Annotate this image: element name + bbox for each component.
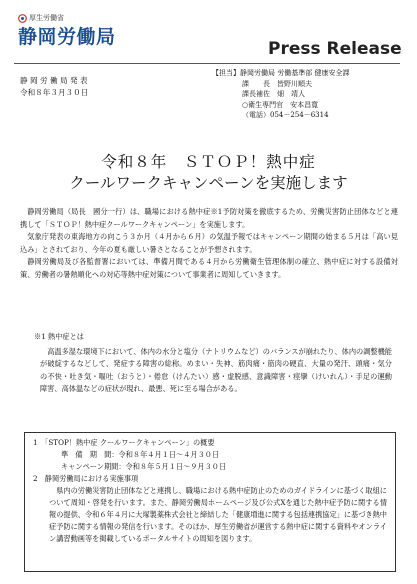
ministry-name: 厚生労働省 (29, 14, 64, 22)
contact-officer: ○衛生専門官 安本昌寛 (242, 100, 319, 109)
contact-deputy: 課長補佐 畑 靖人 (242, 90, 305, 98)
header-divider (14, 63, 400, 64)
issue-block (20, 75, 88, 98)
contact-phone: （電話）054－254－6314 (242, 111, 329, 119)
title-line-1: 令和８年 ＳＴＯＰ！熱中症 (101, 153, 316, 171)
paragraph-3: 静岡労働局及び各監督署においては、準備月間である４月から労働衛生管理体制の確立、熱中症に対する設備対策、労働者の暑熱順化への対応等熱中症対策について事業者に周知していきます。 (20, 257, 398, 279)
bureau-name: 静岡労働局 (18, 26, 116, 48)
box-item-1: 1 「STOP！熱中症 クールワークキャンペーン」の概要 (33, 438, 215, 447)
paragraph-1: 静岡労働局（局長 國分一行）は、職場における熱中症※1予防対策を徹底するため、労働災害防止団体などと連携して「ＳＴＯＰ！熱中症クールワークキャンペーン」を実施します。 (20, 207, 398, 229)
campaign-period: キャンペーン期間：令和８年５月１日～９月３０日 (61, 462, 227, 471)
box-item-2: 2 静岡労働局における実施事項 (33, 474, 139, 483)
summary-box (24, 432, 396, 572)
paragraph-2: 気象庁発表の東海地方の向こう３か月（４月から６月）の気温予報ではキャンペーン期間の始まる５月は「高い見込み」とされており、今年の夏も厳しい暑さとなることが予想されます。 (20, 232, 398, 254)
box-item-2-text: 県内の労働災害防止団体などと連携し、職場における熱中症防止のためのガイドラインに基づく取組について周知・啓発を行います。また、静岡労働局ホームページ及び公式Xを通じた熱中症予防に関する情報の提供、令和６年４月に大塚製薬株式会社と締結した「健康増進に関する包括連携協定」に基づき熱中症予防に関する情報の発信を行います。そのほか、厚生労働省が運営する熱中症に関する資料やオンライン講習動画等を掲載しているポータルサイトの周知を図ります。 (49, 486, 387, 543)
note-heading: ※1 熱中症とは (34, 332, 84, 341)
title-line-2: クールワークキャンペーンを実施します (69, 174, 348, 192)
press-release-label: Press Release (268, 39, 402, 59)
note-block (40, 346, 392, 396)
contact-block (212, 68, 400, 121)
contact-chief: 課 長 皆野川順夫 (242, 79, 312, 88)
note-text: 高温多湿な環境下において、体内の水分と塩分（ナトリウムなど）のバランスが崩れたり、体内の調整機能が破綻するなどして、発症する障害の総称。めまい・失神、筋肉痛・筋肉の硬直、大量の発汗、頭痛・気分の不快・吐き気・嘔吐（おうと）・倦怠（けんたい）感・虚脱感、意識障害・痙攣（けいれん）・手足の運動障害、高体温などの症状が現れ、最悪、死に至る場合がある。 (40, 347, 392, 394)
body-text (20, 206, 398, 282)
issuer: 静 岡 労 働 局 発 表 (20, 76, 88, 85)
prep-period: 準 備 期 間：令和８年４月１日～４月３０日 (61, 450, 220, 459)
issue-date: 令和８年３月３０日 (20, 87, 89, 97)
contact-dept: 【担当】静岡労働局 労働基準部 健康安全課 (212, 69, 350, 77)
